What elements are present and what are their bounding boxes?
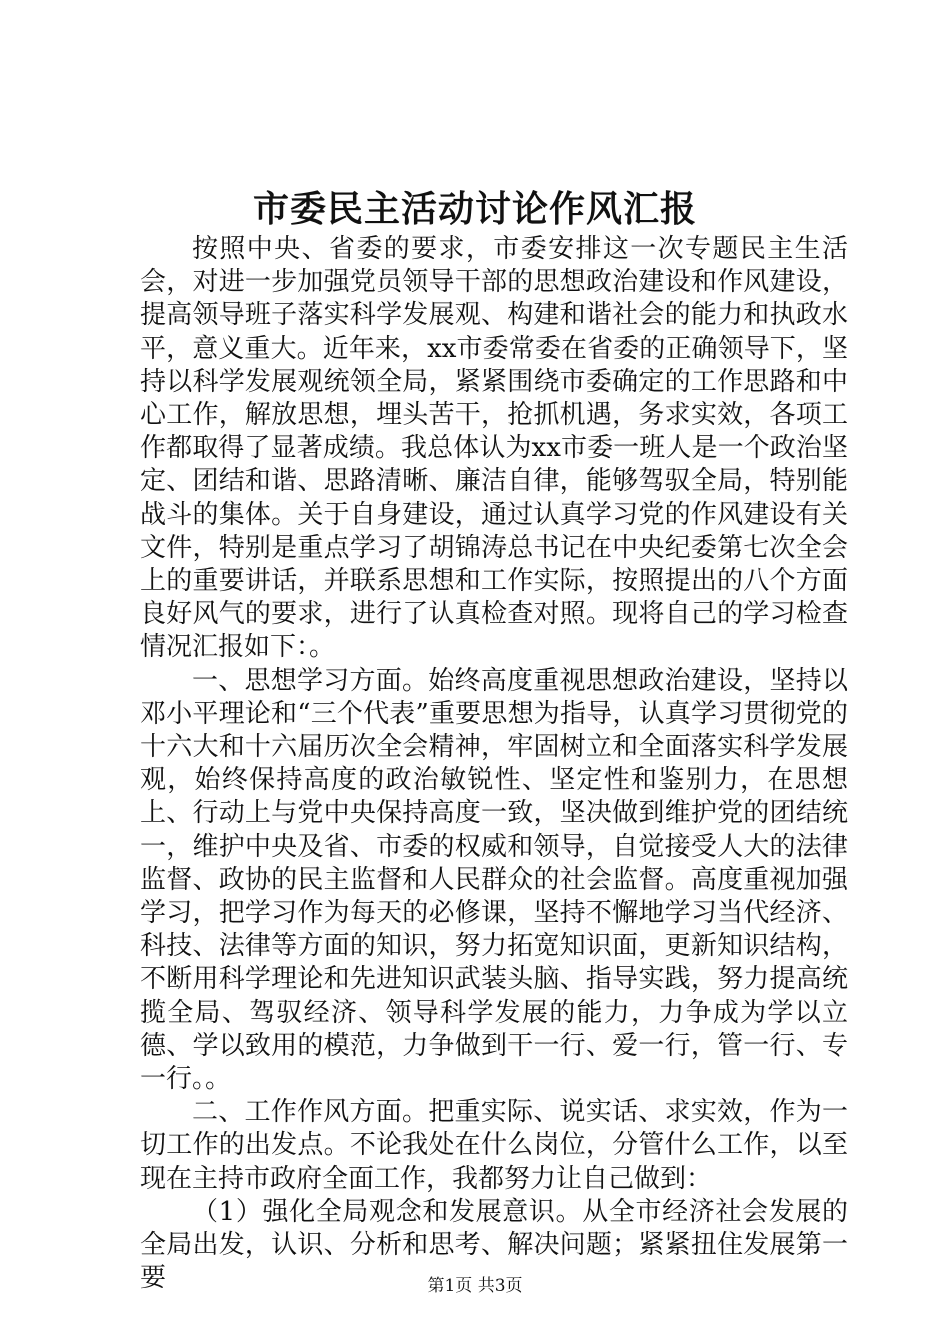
paragraph-thought-study: 一、思想学习方面。始终高度重视思想政治建设，坚持以邓小平理论和“三个代表”重要思想为指导，认真学习贯彻党的十六大和十六届历次全会精神，牢固树立和全面落实科学发展观，始终保持高度的政治敏锐性、坚定性和鉴别力，在思想上、行动上与党中央保持高度一致，坚决做到维护党的团结统一，维护中央及省、市委的权威和领导，自觉接受人大的法律监督、政协的民主监督和人民群众的社会监督。高度重视加强学习，把学习作为每天的必修课，坚持不懈地学习当代经济、科技、法律等方面的知识，努力拓宽知识面，更新知识结构，不断用科学理论和先进知识武装头脑、指导实践，努力提高统揽全局、驾驭经济、领导科学发展的能力，力争成为学以立德、学以致用的模范，力争做到干一行、爱一行，管一行、专一行。。 xyxy=(140,665,848,1095)
document-body xyxy=(140,233,848,1296)
page-footer: 第1页 共3页 xyxy=(427,1276,523,1296)
paragraph-item-1: （1）强化全局观念和发展意识。从全市经济社会发展的全局出发，认识、分析和思考、解决问题；紧紧扭住发展第一要 xyxy=(140,1196,848,1294)
paragraph-intro: 按照中央、省委的要求，市委安排这一次专题民主生活会，对进一步加强党员领导干部的思想政治建设和作风建设，提高领导班子落实科学发展观、构建和谐社会的能力和执政水平，意义重大。近年来，xx市委常委在省委的正确领导下，坚持以科学发展观统领全局，紧紧围绕市委确定的工作思路和中心工作，解放思想，埋头苦干，抢抓机遇，务求实效，各项工作都取得了显著成绩。我总体认为xx市委一班人是一个政治坚定、团结和谐、思路清晰、廉洁自律，能够驾驭全局，特别能战斗的集体。关于自身建设，通过认真学习党的作风建设有关文件，特别是重点学习了胡锦涛总书记在中央纪委第七次全会上的重要讲话，并联系思想和工作实际，按照提出的八个方面良好风气的要求，进行了认真检查对照。现将自己的学习检查情况汇报如下：。 xyxy=(140,234,848,663)
document-title: 市委民主活动讨论作风汇报 xyxy=(252,188,697,230)
paragraph-work-style: 二、工作作风方面。把重实际、说实话、求实效，作为一切工作的出发点。不论我处在什么岗位，分管什么工作，以至现在主持市政府全面工作，我都努力让自己做到： xyxy=(140,1097,848,1194)
